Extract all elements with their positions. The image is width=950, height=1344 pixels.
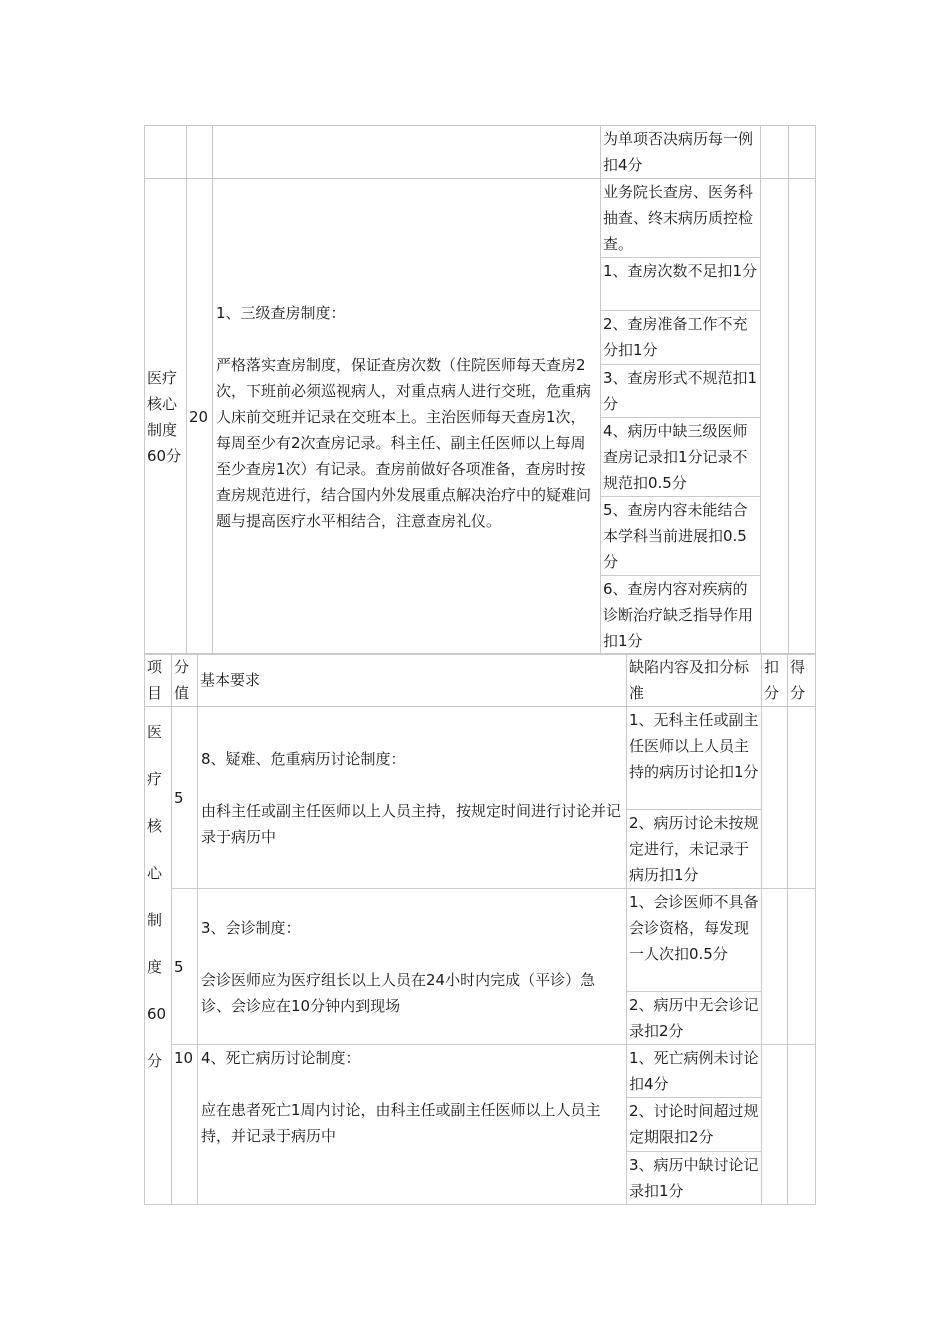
project-cell [145, 707, 172, 1205]
top-evaluation-table [144, 125, 816, 655]
deduction-cell: 1、会诊医师不具备会诊资格，每发现一人次扣0.5分 [627, 889, 762, 992]
project-char: 疗 [147, 770, 163, 788]
requirement-cell [198, 707, 627, 889]
bottom-evaluation-table [144, 653, 816, 1205]
deduction-cell: 4、病历中缺三级医师查房记录扣1分记录不规范扣0.5分 [601, 418, 761, 497]
project-char: 制 [147, 911, 163, 929]
requirement-body: 由科主任或副主任医师以上人员主持，按规定时间进行讨论并记录于病历中 [201, 801, 622, 846]
score-cell: 5 [172, 707, 198, 889]
project-char: 医 [147, 723, 163, 741]
header-requirement: 基本要求 [198, 654, 627, 707]
project-char: 分 [147, 1052, 163, 1070]
requirement-cell [198, 1045, 627, 1205]
deduction-cell: 2、查房准备工作不充分扣1分 [601, 311, 761, 365]
empty-cell [145, 126, 187, 179]
header-get: 得分 [788, 654, 816, 707]
requirement-body: 严格落实查房制度，保证查房次数（住院医师每天查房2次，下班前必须巡视病人，对重点病人进行交班，危重病人床前交班并记录在交班本上。主治医师每天查房1次，每周至少有2次查房记录。科主任、副主任医师以上每周至少查房1次）有记录。查房前做好各项准备，查房时按查房规范进行，结合国内外发展重点解决治疗中的疑难问题与提高医疗水平相结合，注意查房礼仪。 [216, 355, 592, 530]
deduction-cell: 为单项否决病历每一例扣4分 [601, 126, 761, 179]
get-score-cell[interactable] [789, 126, 816, 179]
score-cell: 20 [187, 179, 213, 655]
get-score-cell[interactable] [788, 707, 816, 889]
empty-cell [213, 126, 601, 179]
deduction-cell: 2、病历讨论未按规定进行，未记录于病历扣1分 [627, 810, 762, 889]
deduct-score-cell[interactable] [761, 126, 789, 179]
score-cell: 5 [172, 889, 198, 1045]
project-char: 核 [147, 817, 163, 835]
header-deduction: 缺陷内容及扣分标准 [627, 654, 762, 707]
project-char: 度 [147, 958, 163, 976]
deduction-cell: 3、病历中缺讨论记录扣1分 [627, 1152, 762, 1205]
requirement-cell [213, 179, 601, 655]
get-score-cell[interactable] [789, 179, 816, 655]
deduct-score-cell[interactable] [762, 707, 788, 889]
deduction-cell: 5、查房内容未能结合本学科当前进展扣0.5分 [601, 497, 761, 576]
header-deduct: 扣分 [762, 654, 788, 707]
requirement-title: 4、死亡病历讨论制度： [201, 1049, 361, 1067]
deduction-cell: 2、讨论时间超过规定期限扣2分 [627, 1098, 762, 1152]
project-cell: 医疗核心制度60分 [145, 179, 187, 655]
deduct-score-cell[interactable] [762, 889, 788, 1045]
empty-cell [187, 126, 213, 179]
get-score-cell[interactable] [788, 889, 816, 1045]
deduction-cell: 6、查房内容对疾病的诊断治疗缺乏指导作用扣1分 [601, 576, 761, 655]
header-score: 分值 [172, 654, 198, 707]
deduction-cell: 业务院长查房、医务科抽查、终末病历质控检查。 [601, 179, 761, 258]
deduction-cell: 3、查房形式不规范扣1分 [601, 365, 761, 418]
deduction-cell: 1、无科主任或副主任医师以上人员主持的病历讨论扣1分 [627, 707, 762, 810]
requirement-cell [198, 889, 627, 1045]
deduction-cell: 2、病历中无会诊记录扣2分 [627, 992, 762, 1045]
requirement-title: 8、疑难、危重病历讨论制度： [201, 749, 406, 768]
requirement-title: 1、三级查房制度： [216, 303, 346, 322]
requirement-body: 应在患者死亡1周内讨论，由科主任或副主任医师以上人员主持，并记录于病历中 [201, 1101, 601, 1145]
project-char: 60 [147, 1005, 167, 1023]
deduction-cell: 1、死亡病例未讨论扣4分 [627, 1045, 762, 1098]
requirement-body: 会诊医师应为医疗组长以上人员在24小时内完成（平诊）急诊、会诊应在10分钟内到现场 [201, 970, 596, 1015]
requirement-title: 3、会诊制度： [201, 918, 301, 937]
header-project: 项目 [145, 654, 172, 707]
deduct-score-cell[interactable] [762, 1045, 788, 1205]
get-score-cell[interactable] [788, 1045, 816, 1205]
deduction-cell: 1、查房次数不足扣1分 [601, 258, 761, 311]
deduct-score-cell[interactable] [761, 179, 789, 655]
project-char: 心 [147, 864, 163, 882]
score-cell: 10 [172, 1045, 198, 1205]
